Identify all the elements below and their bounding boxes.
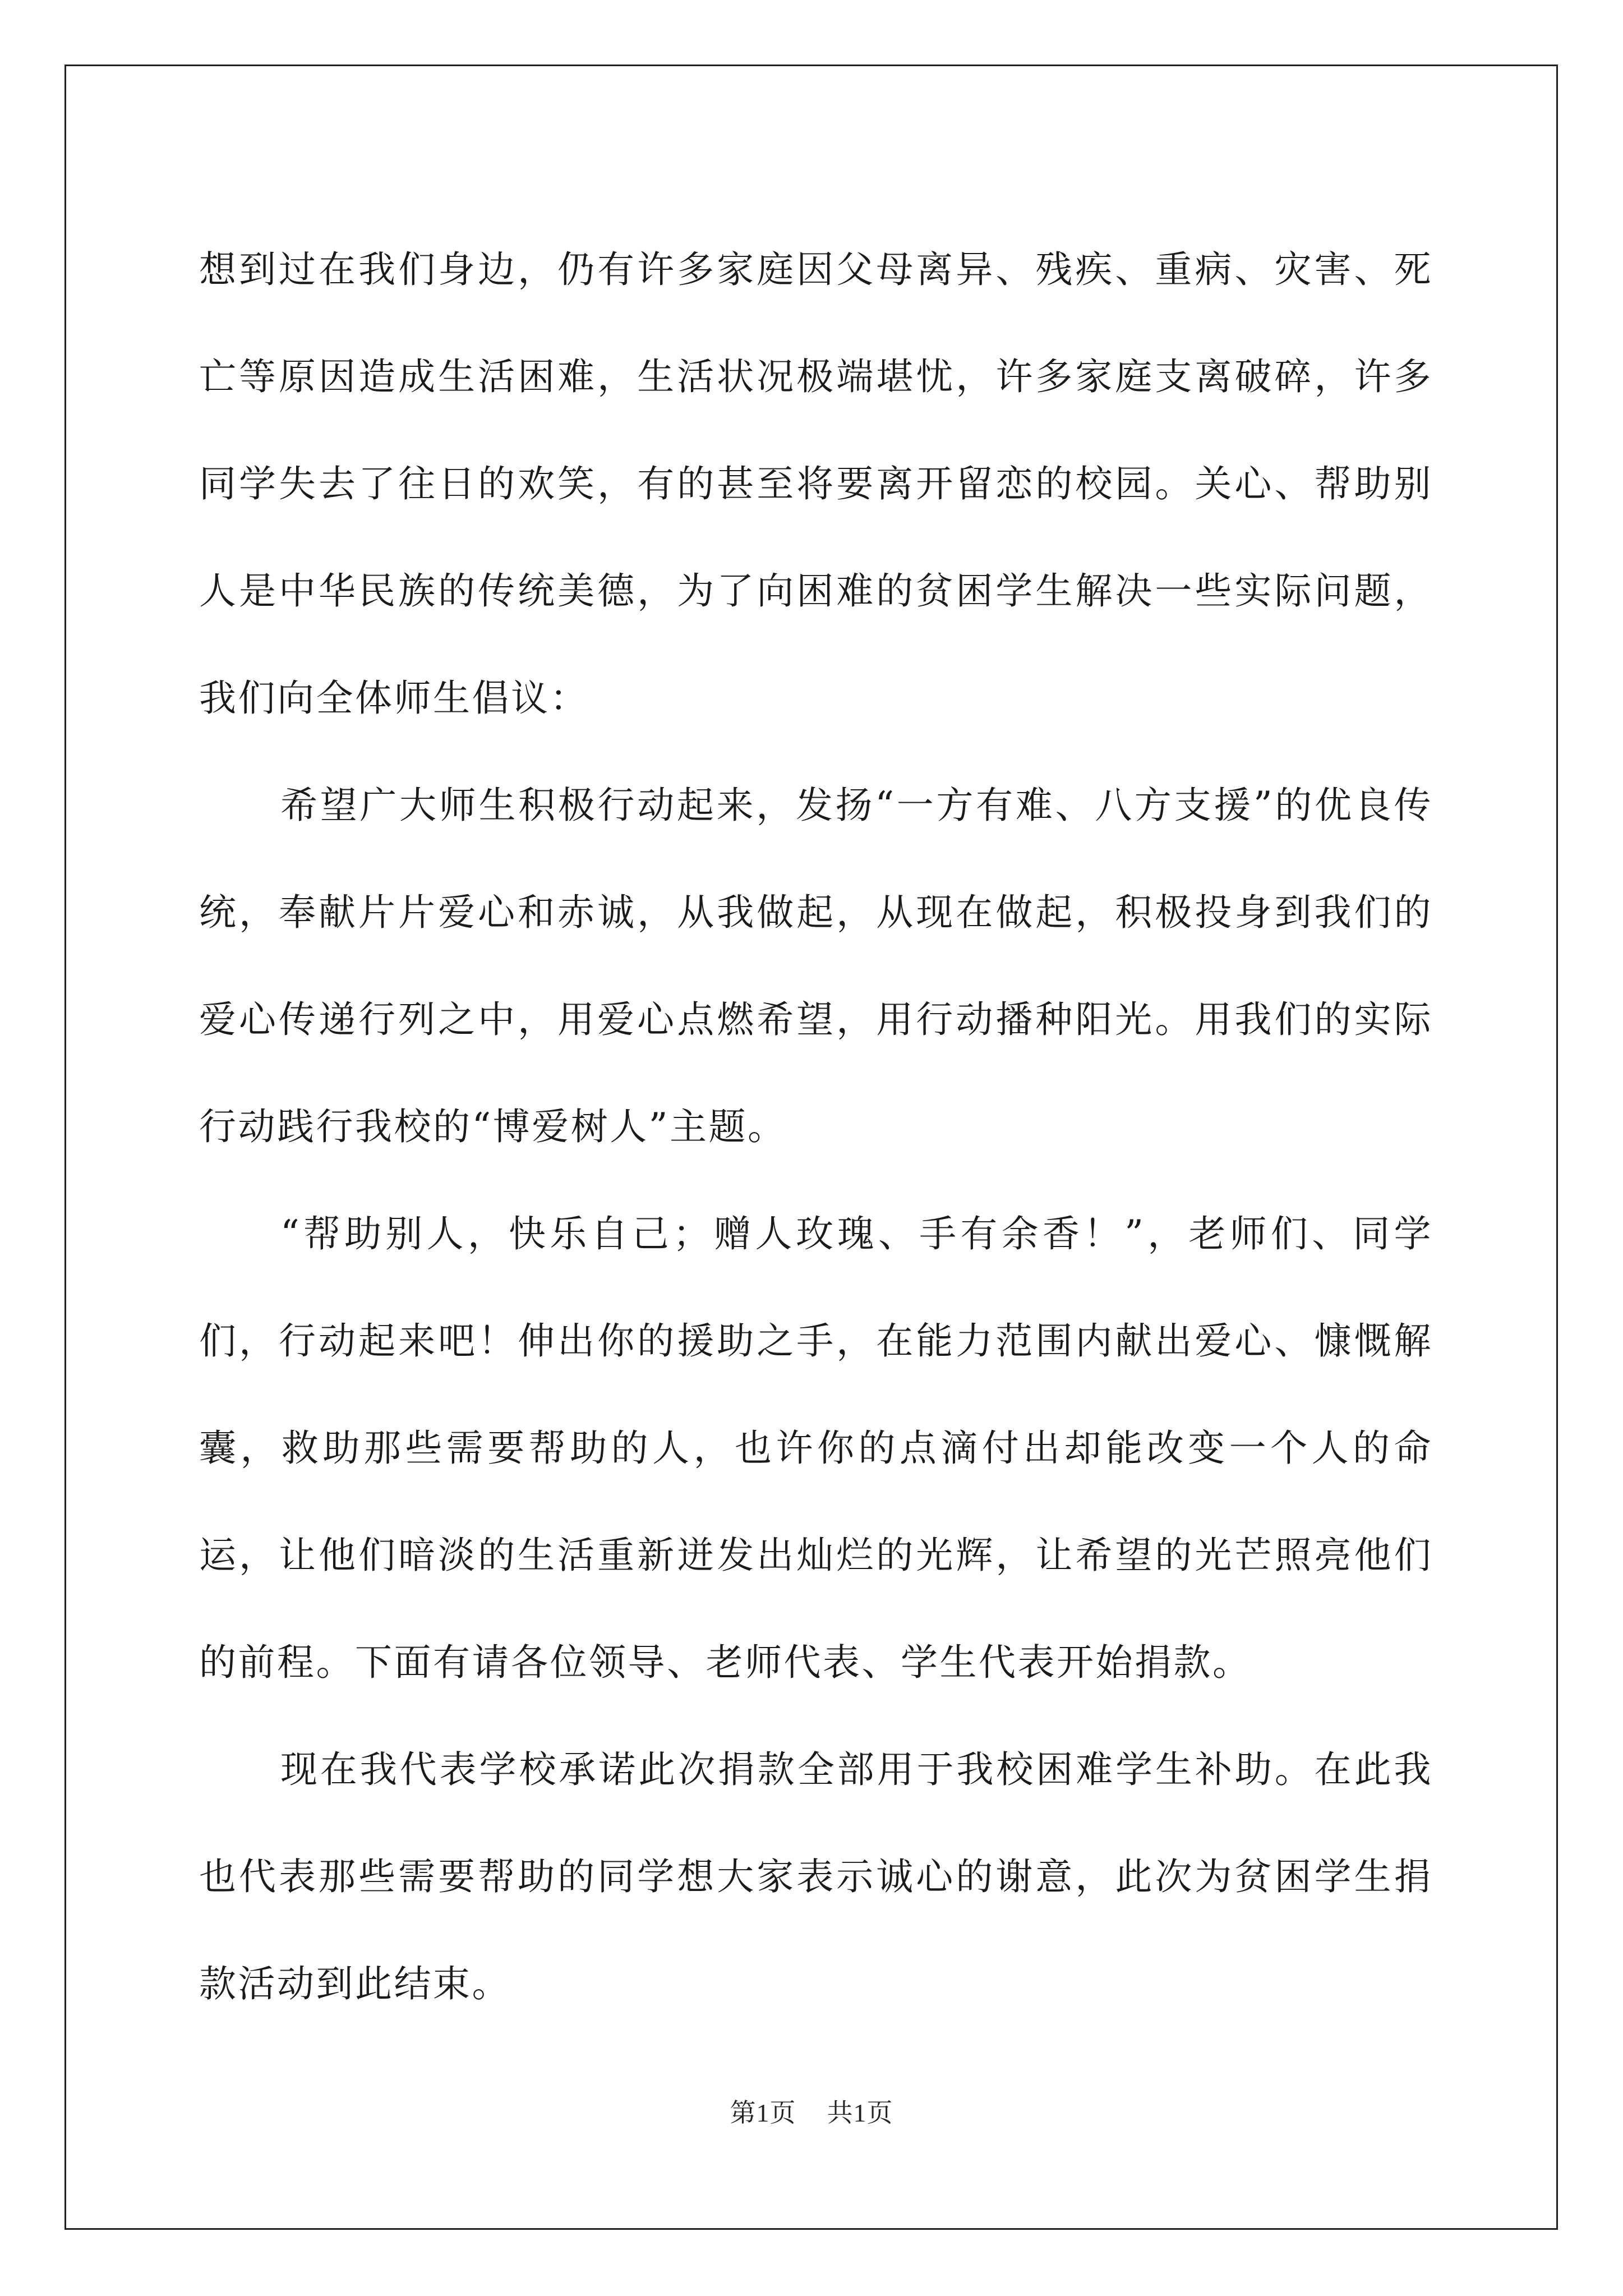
paragraph-3: “帮助别人，快乐自己；赠人玫瑰、手有余香！”，老师们、同学们，行动起来吧！伸出你的援助之手，在能力范围内献出爱心、慷慨解囊，救助那些需要帮助的人，也许你的点滴付出却能改变一个人的命运，让他们暗淡的生活重新迸发出灿烂的光辉，让希望的光芒照亮他们的前程。下面有请各位领导、老师代表、学生代表开始捐款。: [199, 1212, 1433, 1684]
page-footer: [0, 2092, 1623, 2129]
paragraph-1: 想到过在我们身边，仍有许多家庭因父母离异、残疾、重病、灾害、死亡等原因造成生活困难，生活状况极端堪忧，许多家庭支离破碎，许多同学失去了往日的欢笑，有的甚至将要离开留恋的校园。关心、帮助别人是中华民族的传统美德，为了向困难的贫困学生解决一些实际问题，我们向全体师生倡议：: [199, 248, 1433, 720]
paragraph-2: 希望广大师生积极行动起来，发扬“一方有难、八方支援”的优良传统，奉献片片爱心和赤诚，从我做起，从现在做起，积极投身到我们的爱心传递行列之中，用爱心点燃希望，用行动播种阳光。用我们的实际行动践行我校的“博爱树人”主题。: [199, 784, 1433, 1148]
document-body: [199, 216, 1433, 2037]
paragraph-4: 现在我代表学校承诺此次捐款全部用于我校困难学生补助。在此我也代表那些需要帮助的同学想大家表示诚心的谢意，此次为贫困学生捐款活动到此结束。: [199, 1748, 1433, 2005]
page-number: 第1页: [730, 2099, 796, 2127]
page-total: 共1页: [827, 2099, 893, 2127]
